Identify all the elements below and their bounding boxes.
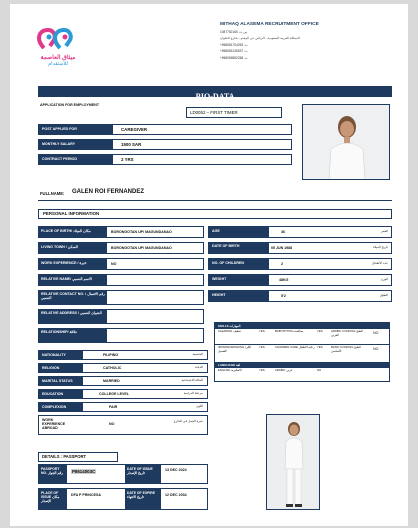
living-label: LIVING TOWN / السكن: [39, 243, 107, 253]
detail-value: FAIR: [109, 405, 118, 409]
company-logo: [30, 26, 86, 67]
personal-info-header: [38, 209, 392, 219]
passport-title: DETAILS : PASSPORT: [42, 454, 87, 459]
logo-subtext: للاستقدام: [48, 61, 68, 67]
job-label: POST APPLIED FOR: [39, 125, 113, 134]
job-value: CAREGIVER: [121, 127, 148, 132]
detail-label: COMPLEXION: [39, 403, 83, 411]
detail-value: CATHOLIC: [103, 366, 122, 370]
applicant-photo-full: [266, 414, 320, 510]
company-line-2: المملكة العربية السعودية - الرياض حي الوشم - شارع الحلوان: [220, 36, 300, 41]
relative-address-row: [38, 309, 204, 324]
detail-arabic: خبرة العمل في الخارج: [173, 419, 203, 423]
passport-place-value: DFA P PRINCESA: [71, 493, 101, 497]
living-row: [38, 242, 204, 254]
job-label: MONTHLY SALARY: [39, 140, 113, 149]
detail-arabic: الجنسية: [192, 352, 203, 356]
age-row: [208, 226, 392, 238]
relative-name-row: [38, 274, 204, 286]
job-row: [38, 139, 292, 150]
age-value: 36: [281, 230, 285, 234]
job-row: [38, 124, 292, 135]
weight-value: 48KG: [279, 278, 289, 282]
birthplace-value: BORONGOTAN UP/ MAGUNDANAO: [111, 230, 172, 234]
living-value: BORONGOTAN UP/ MAGUNDANAO: [111, 246, 172, 250]
weight-label: WEIGHT: [209, 275, 269, 285]
work-exp-value: NO: [111, 262, 117, 266]
detail-label: RELIGION: [39, 364, 83, 372]
passport-row: [38, 488, 208, 510]
passport-issue-value: 13 DEC 2024: [165, 468, 187, 472]
detail-row: [38, 363, 208, 373]
dob-row: [208, 242, 392, 254]
personal-right: [208, 226, 392, 302]
company-header: [220, 22, 390, 61]
skills-table: [214, 322, 390, 382]
passport-issue-label: DATE OF ISSUE تاريخ الإصدار: [125, 465, 161, 483]
skill-value: YES: [317, 345, 323, 349]
detail-value: NO: [109, 422, 115, 426]
fullname-label: FULLNAME:: [40, 191, 65, 196]
application-ref: [186, 107, 282, 118]
detail-label: NATIONALITY: [39, 351, 83, 359]
weight-arabic: الوزن: [380, 277, 388, 281]
weight-row: [208, 274, 392, 286]
height-label: HEIGHT: [209, 291, 269, 301]
passport-expire-value: 12 DEC 2034: [165, 493, 187, 497]
detail-row: [38, 402, 208, 412]
detail-row: [38, 389, 208, 399]
detail-row: [38, 350, 208, 360]
skill-value: YES: [259, 345, 265, 349]
age-arabic: العمر: [381, 229, 388, 233]
skill-value: NO: [373, 331, 379, 335]
job-table: [38, 124, 292, 165]
language-name: ARABIC عربي: [275, 368, 293, 372]
detail-arabic: الديانة: [195, 365, 203, 369]
skill-name: ARABIC COOKING الطبخ العربي: [331, 329, 363, 337]
company-line-3: +966581704263 :ت: [220, 42, 248, 47]
skill-name: IRONING/WASHING الكي/ الغسيل: [218, 345, 252, 353]
language-row: [215, 368, 389, 379]
language-name: ENGLISH الانجليزية: [218, 368, 242, 372]
logo-mark-icon: [30, 26, 86, 50]
relationship-label: RELATIONSHIP/ علاقة: [39, 329, 107, 342]
dob-value: 05 JUN 1988: [271, 246, 293, 250]
children-row: [208, 258, 392, 270]
children-label: NO. OF CHILDREN: [209, 259, 269, 269]
skills-row: [215, 329, 389, 345]
relative-address-label: RELATIVE ADDRESS / العنوان النسبي: [39, 310, 107, 323]
birthplace-label: PLACE OF BIRTH/ مكان الميلاد: [39, 227, 107, 237]
dob-arabic: تاريخ الميلاد: [372, 245, 388, 249]
skills-row: [215, 345, 389, 363]
children-value: 2: [281, 262, 283, 266]
height-value: 5'2: [281, 294, 286, 298]
relationship-row: [38, 328, 204, 343]
skills-header: SKILLS المهارات: [215, 323, 389, 329]
job-row: [38, 154, 292, 165]
detail-arabic: مرحلة الدراسة: [183, 391, 203, 395]
height-arabic: الطول: [379, 293, 388, 297]
detail-arabic: اللون: [196, 404, 203, 408]
fullname-value: GALEN ROI FERNANDEZ: [72, 189, 144, 195]
logo-text: ميثاق العاصمة: [40, 55, 76, 61]
relative-contact-row: [38, 290, 204, 305]
height-row: [208, 290, 392, 302]
detail-value: COLLEGE LEVEL: [99, 392, 129, 396]
detail-value: MARRIED: [103, 379, 120, 383]
applicant-photo-top: [302, 104, 390, 180]
language-value: NO: [317, 368, 322, 372]
personal-left: [38, 226, 204, 343]
company-line-1: س.ت: 1087752166: [220, 30, 248, 34]
person-photo-icon: [303, 105, 390, 180]
detail-label: EDUCATION: [39, 390, 83, 398]
detail-row: [38, 415, 208, 435]
passport-row: [38, 464, 208, 484]
title-bar: [38, 86, 392, 101]
company-line-4: +966581245537 :ت: [220, 49, 248, 54]
page-title: BIO-DATA: [195, 92, 235, 101]
person-full-photo-icon: [267, 415, 320, 510]
job-label: CONTRACT PERIOD: [39, 155, 113, 164]
skill-name: BABYSITTING مجالسة: [275, 329, 304, 333]
application-label: APPLICATION FOR EMPLOYMENT: [40, 103, 100, 107]
passport-no-value: P8614003C: [72, 469, 96, 474]
passport-no-label: PASSPORT NO. رقم الجواز: [39, 465, 67, 483]
age-label: AGE: [209, 227, 269, 237]
skill-name: CLEANING تنظيف: [218, 329, 241, 333]
job-value: 2 YRS: [121, 157, 134, 162]
skill-value: NO: [373, 347, 379, 351]
skill-value: YES: [317, 329, 323, 333]
relative-name-label: RELATIVE NAME/ الاسم النسبي: [39, 275, 107, 285]
skill-name: BASIC COOKING الطبخ الأساسي: [331, 345, 361, 353]
passport-expire-label: DATE OF EXPIRE تاريخ الانتهاء: [125, 489, 161, 509]
detail-label: WORK EXPERIENCE ABROAD: [42, 418, 66, 430]
detail-value: FILIPINO: [103, 353, 119, 357]
language-header: LANGUAGE لغة: [215, 363, 389, 368]
children-arabic: عدد الأطفال: [371, 261, 388, 265]
dob-label: DATE OF BIRTH: [209, 243, 269, 253]
company-name: MITHAQ ALASEMA RECRUITMENT OFFICE: [220, 22, 319, 27]
detail-row: [38, 376, 208, 386]
language-value: YES: [259, 368, 265, 372]
skill-name: CHILDREN CARE رعاية الأطفال: [275, 345, 315, 349]
work-exp-label: WORK EXPERIENCE / خبرة: [39, 259, 107, 269]
application-ref-value: LD0052 – FIRST TIMER: [190, 110, 238, 115]
divider: [38, 200, 392, 201]
detail-label: MARITAL STATUS: [39, 377, 83, 385]
details-table: [38, 350, 208, 435]
company-line-5: +966556582268 :ت: [220, 55, 248, 60]
skill-value: YES: [259, 329, 265, 333]
relative-contact-label: RELATIVE CONTACT NO. / رقم الاتصال النسبي: [39, 291, 107, 304]
personal-info-title: PERSONAL INFORMATION: [43, 211, 100, 216]
job-value: 1500 SAR: [121, 142, 142, 147]
passport-place-label: PLACE OF ISSUE مكان الإصدار: [39, 489, 67, 509]
detail-arabic: الحالة الاجتماعية: [181, 378, 203, 382]
passport-header: [38, 452, 118, 462]
work-exp-row: [38, 258, 204, 270]
birthplace-row: [38, 226, 204, 238]
bio-data-page: [10, 4, 408, 526]
